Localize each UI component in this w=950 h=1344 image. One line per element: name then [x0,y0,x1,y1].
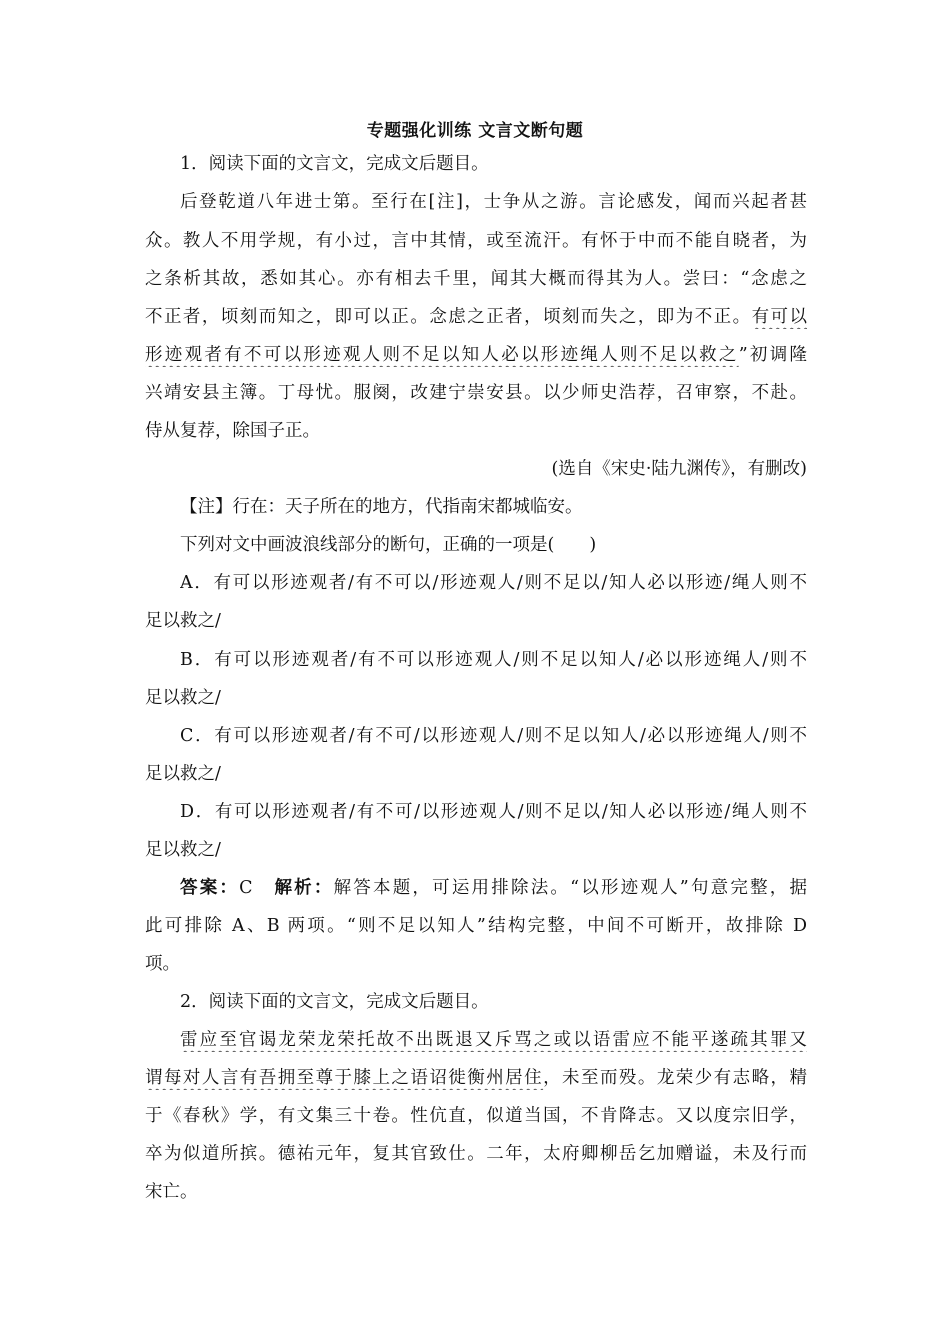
wavy-underlined-text: 谓每对人言有吾拥至尊于膝上之语诏徙衡州居住 [145,1068,544,1088]
option-b-cont: 足以救之/ [145,688,221,708]
wavy-underlined-text: 雷应至官谒龙荣龙荣托故不出既退又斥骂之或以语雷应不能平遂疏其罪又 [180,1030,807,1050]
q1-passage-text: 不正者，顷刻而知之，即可以正。念虑之正者，顷刻而失之，即为不正。 [145,307,752,327]
q1-intro: 1．阅读下面的文言文，完成文后题目。 [180,154,489,174]
source-citation: (选自《宋史·陆九渊传》，有删改) [551,459,807,479]
option-d: D．有可以形迹观者/有不可/以形迹观人/则不足以/知人必以形迹/绳人则不 [180,802,807,822]
q2-passage-line [180,1028,807,1052]
q2-passage-line: 于《春秋》学，有文集三十卷。性伉直，似道当国，不肯降志。又以度宗旧学， [145,1106,807,1126]
q2-passage-text: ，未至而殁。龙荣少有志略，精 [543,1068,807,1088]
analysis-text: 解答本题，可运用排除法。“以形迹观人”句意完整，据 [333,878,807,898]
q2-intro: 2．阅读下面的文言文，完成文后题目。 [180,992,489,1012]
footnote: 【注】行在：天子所在的地方，代指南宋都城临安。 [180,497,583,517]
analysis-label: 解析： [274,878,334,898]
answer-line [180,876,807,900]
q1-passage-line-mixed [145,343,807,367]
option-a-cont: 足以救之/ [145,611,221,631]
page-title: 专题强化训练 文言文断句题 [366,121,584,141]
q1-passage-line-mixed [145,305,807,329]
analysis-line: 项。 [145,954,180,974]
q1-passage-line: 兴靖安县主簿。丁母忧。服阕，改建宁崇安县。以少师史浩荐，召审察，不赴。 [145,383,807,403]
q1-passage-line: 众。教人不用学规，有小过，言中其情，或至流汗。有怀于中而不能自晓者，为 [145,231,807,251]
answer-value: C [239,878,253,898]
q1-passage-line: 后登乾道八年进士第。至行在[注]，士争从之游。言论感发，闻而兴起者甚 [180,192,807,212]
analysis-line: 此可排除 A、B 两项。“则不足以知人”结构完整，中间不可断开，故排除 D [145,916,807,936]
wavy-underlined-text: 有可以 [751,307,807,327]
q2-passage-line: 宋亡。 [145,1182,198,1202]
q1-passage-line: 侍从复荐，除国子正。 [145,421,320,441]
q1-passage-line: 之条析其故，悉如其心。亦有相去千里，闻其大概而得其为人。尝曰：“念虑之 [145,269,807,289]
question-stem: 下列对文中画波浪线部分的断句，正确的一项是( ) [180,535,597,555]
q2-passage-line: 卒为似道所摈。德祐元年，复其官致仕。二年，太府卿柳岳乞加赠谥，未及行而 [145,1144,807,1164]
q1-passage-text: ”初调隆 [738,345,807,365]
option-c-cont: 足以救之/ [145,764,221,784]
option-d-cont: 足以救之/ [145,840,221,860]
answer-label: 答案： [180,878,240,898]
option-b: B．有可以形迹观者/有不可以形迹观人/则不足以知人/必以形迹绳人/则不 [180,650,807,670]
q2-passage-line-mixed [145,1066,807,1090]
wavy-underlined-text: 形迹观者有不可以形迹观人则不足以知人必以形迹绳人则不足以救之 [145,345,739,365]
option-c: C．有可以形迹观者/有不可/以形迹观人/则不足以知人/必以形迹绳人/则不 [180,726,807,746]
option-a: A．有可以形迹观者/有不可以/形迹观人/则不足以/知人必以形迹/绳人则不 [180,573,807,593]
